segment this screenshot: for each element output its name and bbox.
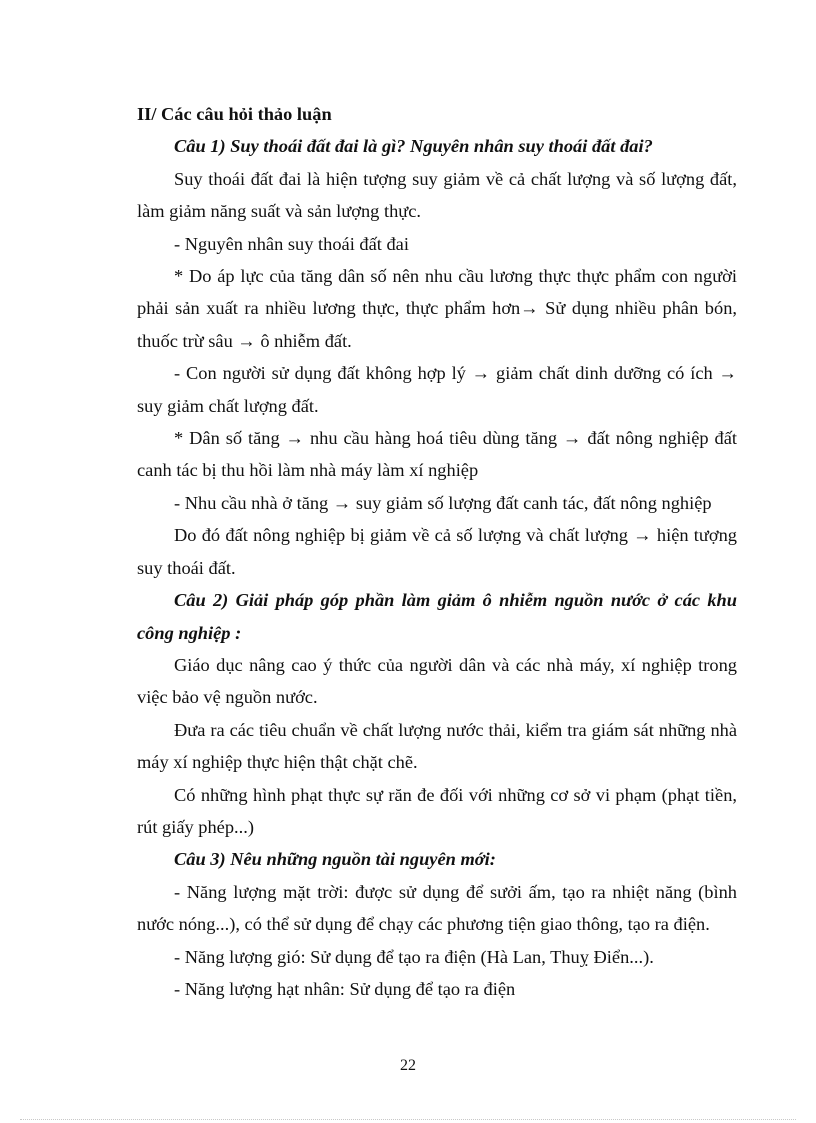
paragraph: - Năng lượng mặt trời: được sử dụng để sưởi ấm, tạo ra nhiệt năng (bình nước nóng...), có thể sử dụng để chạy các phương tiện giao thông, tạo ra điện. bbox=[137, 881, 737, 935]
paragraph: Suy thoái đất đai là hiện tượng suy giảm về cả chất lượng và số lượng đất, làm giảm năng suất và sản lượng thực. bbox=[137, 168, 737, 222]
page-content bbox=[137, 98, 737, 1005]
paragraph: Do đó đất nông nghiệp bị giảm về cả số lượng và chất lượng → hiện tượng suy thoái đất. bbox=[137, 525, 737, 578]
paragraph: - Nguyên nhân suy thoái đất đai bbox=[174, 233, 409, 254]
paragraph: - Năng lượng gió: Sử dụng để tạo ra điện (Hà Lan, Thuỵ Điển...). bbox=[174, 946, 654, 967]
page-bottom-divider bbox=[20, 1119, 796, 1120]
paragraph: * Do áp lực của tăng dân số nên nhu cầu lương thực thực phẩm con người phải sản xuất ra nhiều lương thực, thực phẩm hơn→ Sử dụng nhiều phân bón, thuốc trừ sâu → ô nhiễm đất. bbox=[137, 266, 737, 351]
paragraph: - Nhu cầu nhà ở tăng → suy giảm số lượng đất canh tác, đất nông nghiệp bbox=[174, 492, 712, 513]
paragraph: * Dân số tăng → nhu cầu hàng hoá tiêu dùng tăng → đất nông nghiệp đất canh tác bị thu hồi làm nhà máy làm xí nghiệp bbox=[137, 428, 737, 481]
question-1-title: Câu 1) Suy thoái đất đai là gì? Nguyên nhân suy thoái đất đai? bbox=[174, 136, 653, 157]
section-heading: II/ Các câu hỏi thảo luận bbox=[137, 104, 332, 124]
paragraph: - Năng lượng hạt nhân: Sử dụng để tạo ra điện bbox=[174, 978, 516, 999]
paragraph: Giáo dục nâng cao ý thức của người dân và các nhà máy, xí nghiệp trong việc bảo vệ nguồn nước. bbox=[137, 654, 737, 708]
page-number: 22 bbox=[400, 1057, 416, 1074]
paragraph: Có những hình phạt thực sự răn đe đối với những cơ sở vi phạm (phạt tiền, rút giấy phép...) bbox=[137, 784, 737, 837]
question-2-title: Câu 2) Giải pháp góp phần làm giảm ô nhiễm nguồn nước ở các khu công nghiệp : bbox=[137, 590, 737, 643]
paragraph: Đưa ra các tiêu chuẩn về chất lượng nước thải, kiểm tra giám sát những nhà máy xí nghiệp thực hiện thật chặt chẽ. bbox=[137, 719, 737, 773]
question-3-title: Câu 3) Nêu những nguồn tài nguyên mới: bbox=[174, 849, 496, 870]
paragraph: - Con người sử dụng đất không hợp lý → giảm chất dinh dưỡng có ích → suy giảm chất lượng đất. bbox=[137, 363, 737, 416]
